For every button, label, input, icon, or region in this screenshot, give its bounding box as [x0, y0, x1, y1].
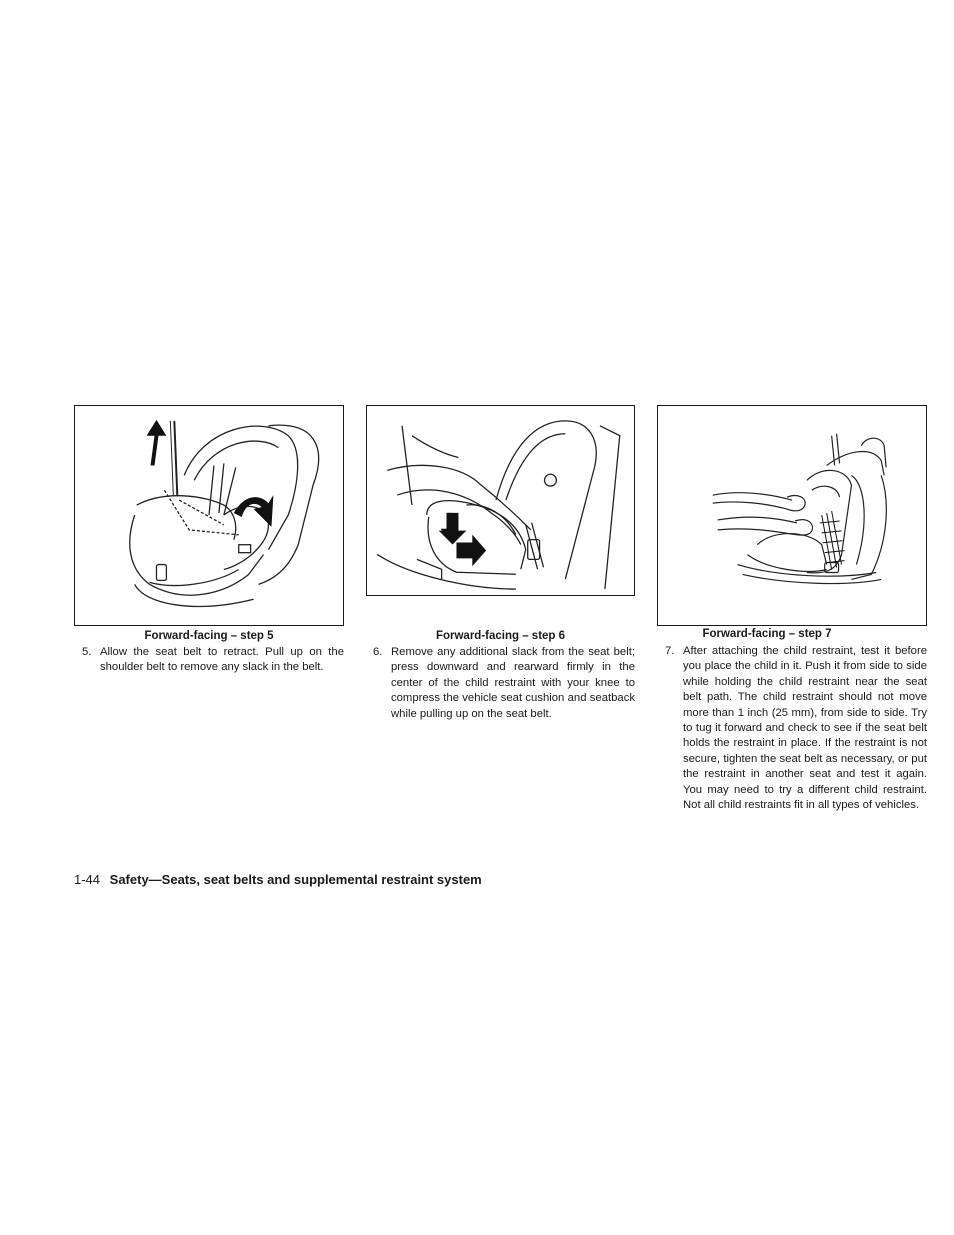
caption-step-5: Forward-facing – step 5 — [144, 630, 274, 642]
step-6-text: Remove any additional slack from the seat belt; press downward and rearward firmly in the center of the child restraint with your knee to compress the vehicle seat cushion and seatback while pulling up on the seat belt. — [391, 646, 635, 720]
step-7-text: After attaching the child restraint, test it before you place the child in it. Push it from side to side while holding the child restraint near the seat belt path. The child restraint should not move more than 1 inch (25 mm), from side to side. Try to tug it forward and check to see if the seat belt holds the restraint in place. If the restraint is not secure, tighten the seat belt as necessary, or put the restraint in another seat and test it again. You may need to try a different child restraint. Not all child restraints fit in all types of vehicles. — [683, 645, 927, 812]
page-footer — [74, 872, 482, 888]
step-5-instruction — [82, 645, 344, 676]
child-seat-belt-retract-drawing — [75, 406, 343, 625]
illustration-step-6 — [366, 405, 635, 596]
step-7-number: 7. — [665, 645, 675, 657]
test-child-restraint-drawing — [658, 406, 926, 625]
knee-press-child-seat-drawing — [367, 406, 634, 595]
caption-step-6: Forward-facing – step 6 — [435, 630, 566, 642]
illustration-step-5 — [74, 405, 344, 626]
illustration-step-7 — [657, 405, 927, 626]
step-6-instruction — [373, 645, 635, 722]
page-number: 1-44 — [74, 872, 101, 887]
step-5-text: Allow the seat belt to retract. Pull up on the shoulder belt to remove any slack in the belt. — [100, 646, 344, 674]
step-7-instruction — [665, 644, 927, 813]
step-5-number: 5. — [82, 646, 92, 658]
caption-step-7: Forward-facing – step 7 — [702, 628, 832, 640]
section-title: Safety—Seats, seat belts and supplemental restraint system — [109, 872, 482, 887]
step-6-number: 6. — [373, 646, 383, 658]
